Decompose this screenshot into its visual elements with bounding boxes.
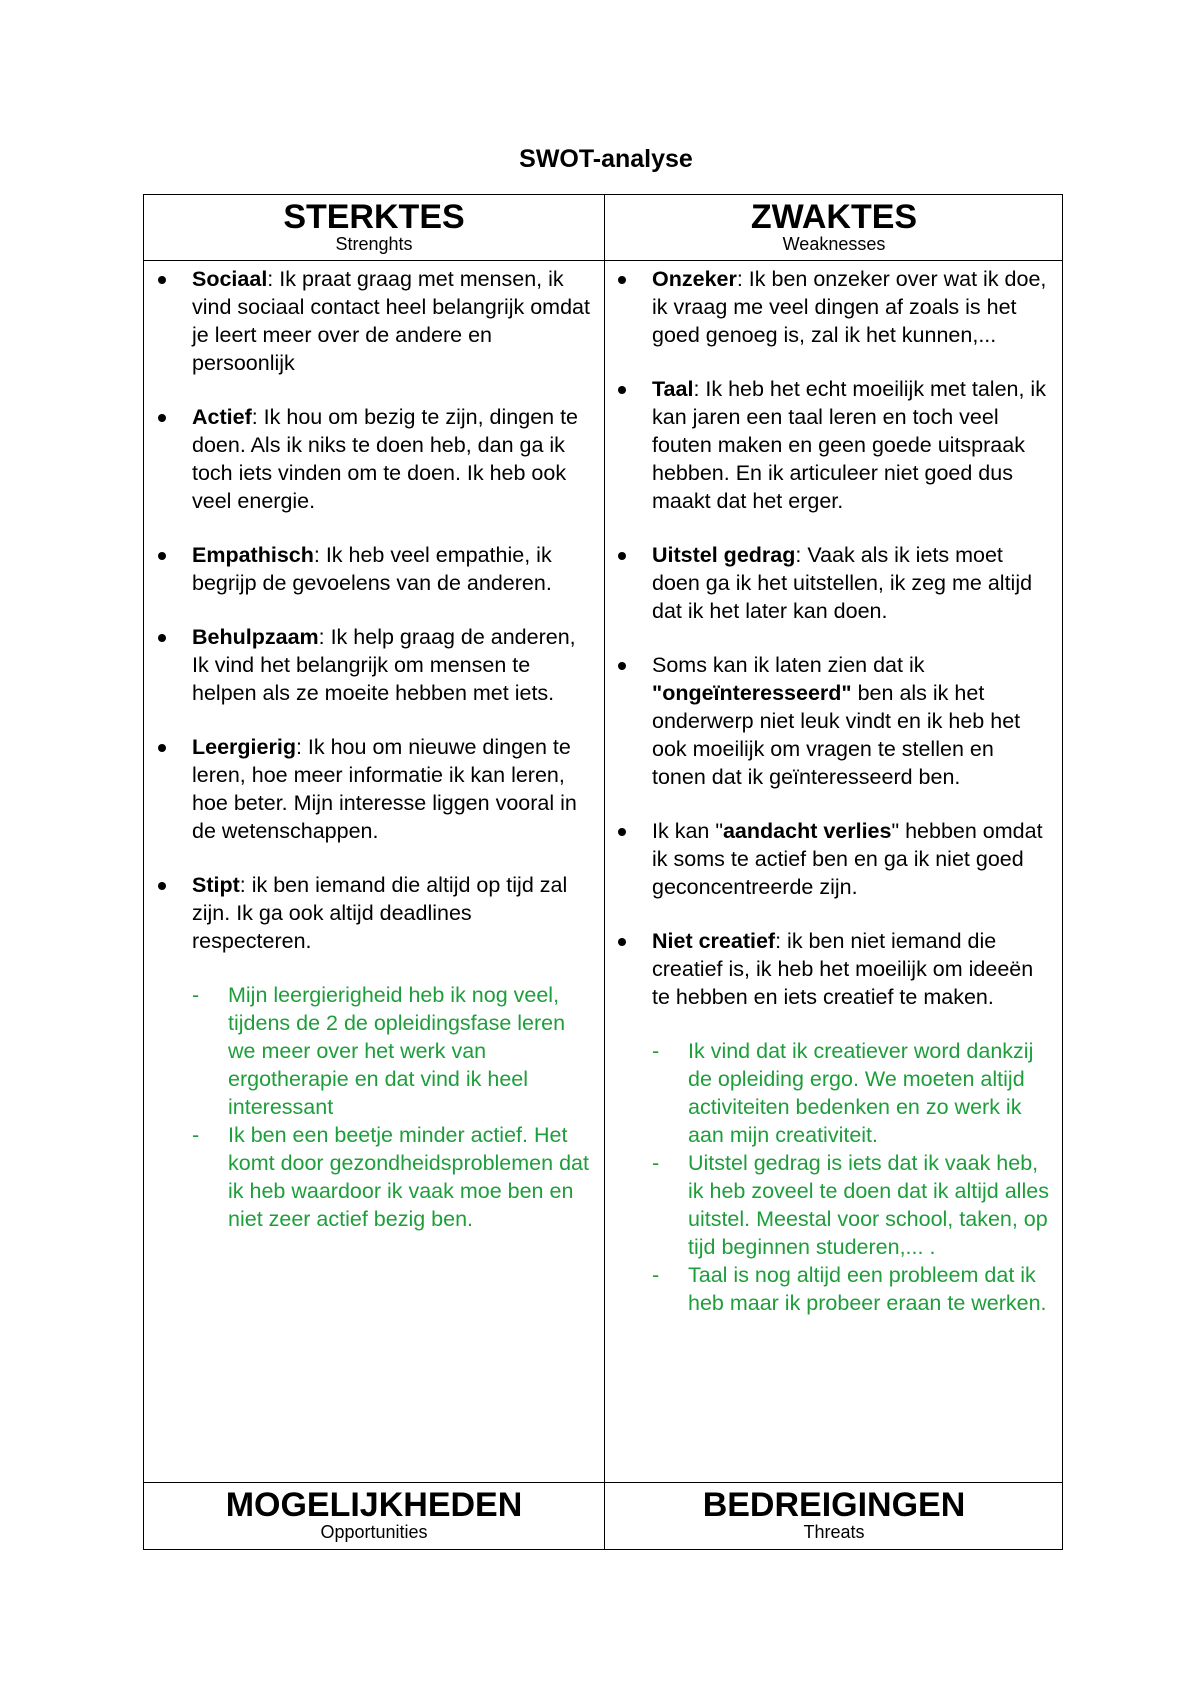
- weaknesses-notes: [610, 1037, 1050, 1317]
- weakness-text: : ik ben niet iemand die creatief is, ik heb het moeilijk om ideeën te hebben en iets creatief te maken.: [652, 929, 1034, 1009]
- note-text: Ik vind dat ik creatiever word dankzij de opleiding ergo. We moeten altijd activiteiten bedenken en zo werk ik aan mijn creativiteit.: [688, 1039, 1034, 1147]
- note-item: [150, 1121, 590, 1233]
- strength-term: Sociaal: [192, 267, 268, 291]
- weakness-text: : Ik ben onzeker over wat ik doe, ik vraag me veel dingen af zoals is het goed genoeg is, zal ik het kunnen,...: [652, 267, 1047, 347]
- swot-table: [143, 194, 1063, 1550]
- weakness-pre: Soms kan ik laten zien dat ik: [652, 653, 925, 677]
- bullet-icon: [618, 386, 626, 394]
- bullet-icon: [618, 828, 626, 836]
- weaknesses-header: [604, 199, 1064, 253]
- list-item: [150, 733, 590, 845]
- strength-text: : Ik hou om bezig te zijn, dingen te doen. Als ik niks te doen heb, dan ga ik toch iets vinden om te doen. Ik heb ook veel energie.: [192, 405, 579, 513]
- dash-icon: -: [652, 1151, 660, 1175]
- weaknesses-list: [610, 265, 1050, 1011]
- weaknesses-heading: ZWAKTES: [750, 198, 918, 236]
- bullet-icon: [618, 276, 626, 284]
- strength-text: : Ik heb veel empathie, ik begrijp de gevoelens van de anderen.: [192, 543, 552, 595]
- strengths-subheading: Strenghts: [335, 234, 413, 254]
- dash-icon: -: [652, 1263, 660, 1287]
- bullet-icon: [158, 882, 166, 890]
- strength-term: Actief: [192, 405, 252, 429]
- note-text: Ik ben een beetje minder actief. Het komt door gezondheidsproblemen dat ik heb waardoor ik vaak moe ben en niet zeer actief bezig ben.: [228, 1123, 589, 1231]
- strengths-list: [150, 265, 590, 955]
- bullet-icon: [158, 634, 166, 642]
- list-item: [150, 871, 590, 955]
- list-item: [150, 623, 590, 707]
- dash-icon: -: [192, 983, 200, 1007]
- bullet-icon: [618, 938, 626, 946]
- note-item: [610, 1149, 1050, 1261]
- bullet-icon: [618, 552, 626, 560]
- bullet-icon: [158, 276, 166, 284]
- strength-term: Behulpzaam: [192, 625, 319, 649]
- strength-text: : Ik help graag de anderen, Ik vind het belangrijk om mensen te helpen als ze moeite hebben met iets.: [192, 625, 576, 705]
- weakness-pre: Ik kan ": [652, 819, 723, 843]
- opportunities-heading: MOGELIJKHEDEN: [225, 1486, 523, 1524]
- note-text: Mijn leergierigheid heb ik nog veel, tijdens de 2 de opleidingsfase leren we meer over het werk van ergotherapie en dat vind ik heel interessant: [228, 983, 566, 1119]
- weakness-term: aandacht verlies: [722, 819, 892, 843]
- strengths-notes: [150, 981, 590, 1233]
- list-item: [150, 265, 590, 377]
- list-item: [610, 265, 1050, 349]
- weakness-term: "ongeïnteresseerd": [652, 681, 852, 705]
- strengths-column: [150, 265, 590, 1233]
- list-item: [610, 651, 1050, 791]
- strength-term: Empathisch: [192, 543, 314, 567]
- list-item: [150, 541, 590, 597]
- dash-icon: -: [652, 1039, 660, 1063]
- weakness-text: " hebben omdat ik soms te actief ben en ga ik niet goed geconcentreerde zijn.: [652, 819, 1043, 899]
- list-item: [610, 927, 1050, 1011]
- strength-text: : ik ben iemand die altijd op tijd zal zijn. Ik ga ook altijd deadlines respecteren.: [192, 873, 568, 953]
- bullet-icon: [618, 662, 626, 670]
- weaknesses-column: [610, 265, 1050, 1317]
- opportunities-header: [144, 1487, 604, 1541]
- bottom-row-divider: [144, 1482, 1062, 1483]
- strength-text: : Ik praat graag met mensen, ik vind sociaal contact heel belangrijk omdat je leert meer over de andere en persoonlijk: [192, 267, 590, 375]
- column-divider: [604, 195, 605, 1549]
- weakness-term: Niet creatief: [652, 929, 776, 953]
- page-title: SWOT-analyse: [519, 145, 693, 173]
- note-text: Uitstel gedrag is iets dat ik vaak heb, ik heb zoveel te doen dat ik altijd alles uitstel. Meestal voor school, taken, op tijd beginnen studeren,... .: [688, 1151, 1049, 1259]
- strength-term: Stipt: [192, 873, 240, 897]
- bullet-icon: [158, 414, 166, 422]
- strengths-header: [144, 199, 604, 253]
- weakness-text: ben als ik het onderwerp niet leuk vindt en ik heb het ook moeilijk om vragen te stellen en tonen dat ik geïnteresseerd ben.: [652, 681, 1021, 789]
- list-item: [610, 817, 1050, 901]
- weaknesses-subheading: Weaknesses: [782, 234, 886, 254]
- threats-header: [604, 1487, 1064, 1541]
- strength-text: : Ik hou om nieuwe dingen te leren, hoe meer informatie ik kan leren, hoe beter. Mijn interesse liggen vooral in de wetenschappen.: [192, 735, 577, 843]
- weakness-text: : Ik heb het echt moeilijk met talen, ik kan jaren een taal leren en toch veel fouten maken en geen goede uitspraak hebben. En ik articuleer niet goed dus maakt dat het erger.: [652, 377, 1046, 513]
- strengths-heading: STERKTES: [283, 198, 465, 236]
- header-divider: [144, 260, 1062, 261]
- list-item: [610, 375, 1050, 515]
- weakness-term: Uitstel gedrag: [652, 543, 796, 567]
- weakness-text: : Vaak als ik iets moet doen ga ik het uitstellen, ik zeg me altijd dat ik het later kan doen.: [652, 543, 1033, 623]
- note-item: [150, 981, 590, 1121]
- bullet-icon: [158, 552, 166, 560]
- weakness-term: Onzeker: [652, 267, 737, 291]
- weakness-term: Taal: [652, 377, 694, 401]
- note-item: [610, 1261, 1050, 1317]
- threats-subheading: Threats: [803, 1522, 865, 1542]
- note-item: [610, 1037, 1050, 1149]
- strength-term: Leergierig: [192, 735, 296, 759]
- threats-heading: BEDREIGINGEN: [702, 1486, 966, 1524]
- list-item: [610, 541, 1050, 625]
- list-item: [150, 403, 590, 515]
- opportunities-subheading: Opportunities: [320, 1522, 428, 1542]
- note-text: Taal is nog altijd een probleem dat ik heb maar ik probeer eraan te werken.: [688, 1263, 1047, 1315]
- dash-icon: -: [192, 1123, 200, 1147]
- bullet-icon: [158, 744, 166, 752]
